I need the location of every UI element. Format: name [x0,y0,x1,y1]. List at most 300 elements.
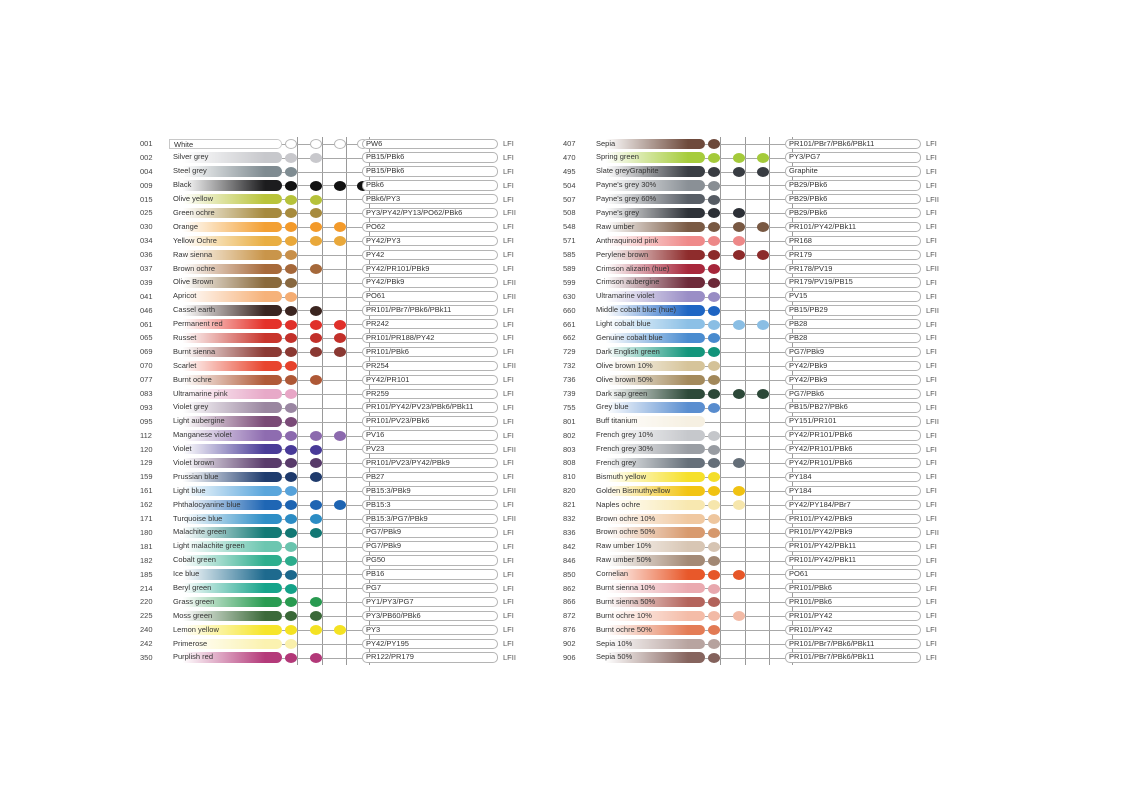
pigment-code: PR101/PBr7/PBk6/PBk11 [785,639,921,649]
color-swatch-bar [592,333,705,343]
color-swatch-bar [592,625,705,635]
color-swatch-bar [169,236,282,246]
color-swatch-bar [169,250,282,260]
color-name: Olive brown 50% [596,374,653,384]
color-number: 407 [563,139,576,148]
color-swatch-bar [169,264,282,274]
lightfastness-rating: LFI [503,264,514,274]
color-name: Dark sap green [596,388,648,398]
pigment-code: PB15/PB29 [785,305,921,315]
lightfastness-rating: LFI [503,389,514,399]
color-swatch-bar [592,527,705,537]
color-swatch-bar [592,347,705,357]
color-swatch-bar [592,319,705,329]
property-dot [285,250,297,260]
lightfastness-rating: LFI [926,333,937,343]
property-dot [733,236,745,246]
color-swatch-bar [169,639,282,649]
color-name: Slate greyGraphite [596,166,659,176]
property-dot [708,389,720,399]
pigment-code: PB15:3/PBk9 [362,486,498,496]
color-swatch-bar [592,597,705,607]
color-swatch-bar [592,277,705,287]
lightfastness-rating: LFII [503,652,516,662]
property-dot [733,389,745,399]
color-name: Yellow Ochre [173,235,217,245]
color-number: 162 [140,500,153,510]
property-dot [708,195,720,205]
pigment-code: PB15:3/PG7/PBk9 [362,514,498,524]
color-swatch-bar [169,305,282,315]
pigment-code: PY42/PBk9 [362,277,498,287]
property-dot [708,236,720,246]
color-swatch-bar [592,555,705,565]
lightfastness-rating: LFI [503,139,514,148]
property-dot [285,306,297,316]
lightfastness-rating: LFI [926,347,937,357]
pigment-code: PR122/PR179 [362,652,498,662]
lightfastness-rating: LFI [926,402,937,412]
color-number: 662 [563,333,576,343]
property-dot [310,472,322,482]
color-swatch-bar [592,416,705,426]
lightfastness-rating: LFI [503,333,514,343]
lightfastness-rating: LFI [503,222,514,232]
pigment-code: PB15/PB27/PBk6 [785,402,921,412]
color-number: 240 [140,625,153,635]
property-dot [285,320,297,330]
color-swatch-bar [592,222,705,232]
pigment-code: PO61 [785,569,921,579]
property-dot [285,611,297,621]
lightfastness-rating: LFI [503,500,514,510]
pigment-code: Graphite [785,166,921,176]
color-name: Sepia 50% [596,652,633,662]
color-name: Payne's grey 60% [596,194,657,204]
property-dot [310,500,322,510]
color-name: Lemon yellow [173,624,219,634]
color-swatch-bar [592,389,705,399]
pigment-code: PBk6/PY3 [362,194,498,204]
guide-line [720,137,721,665]
property-dot [708,264,720,274]
lightfastness-rating: LFII [926,527,939,537]
guide-line [297,137,298,665]
color-number: 872 [563,611,576,621]
lightfastness-rating: LFI [503,180,514,190]
pigment-code: PO62 [362,222,498,232]
property-dot [285,625,297,635]
guide-line [745,137,746,665]
pigment-code: PR101/PY42 [785,611,921,621]
color-swatch-bar [169,652,282,662]
property-dot [285,347,297,357]
color-name: Brown ochre [173,263,216,273]
pigment-code: PB15/PBk6 [362,152,498,162]
color-swatch-bar [592,139,705,149]
lightfastness-rating: LFI [926,222,937,232]
color-swatch-bar [169,194,282,204]
property-dot [285,500,297,510]
lightfastness-rating: LFI [503,375,514,385]
property-dot [733,570,745,580]
pigment-code: PY3/PG7 [785,152,921,162]
color-name: Sepia [596,138,616,148]
color-number: 589 [563,264,576,274]
pigment-code: PY184 [785,486,921,496]
property-dot [708,250,720,260]
lightfastness-rating: LFI [926,597,937,607]
property-dot [285,445,297,455]
lightfastness-rating: LFI [926,500,937,510]
color-name: Violet [173,444,192,454]
property-dot [708,208,720,218]
property-dot [285,528,297,538]
color-swatch-bar [169,583,282,593]
pigment-code: PR101/PBr7/PBk6/PBk11 [362,305,498,315]
pigment-code: PY42/PR101/PBk6 [785,430,921,440]
pigment-code: PG7/PBk9 [785,347,921,357]
color-number: 630 [563,291,576,301]
property-dot [708,542,720,552]
property-dot [285,153,297,163]
color-number: 070 [140,361,153,371]
color-name: Naples ochre [596,499,641,509]
color-name: Burnt ochre 50% [596,624,652,634]
property-dot [708,167,720,177]
property-dot [733,167,745,177]
property-dot [708,292,720,302]
lightfastness-rating: LFII [926,194,939,204]
color-number: 810 [563,472,576,482]
lightfastness-rating: LFI [926,389,937,399]
color-swatch-bar [169,569,282,579]
color-swatch-bar [169,514,282,524]
color-number: 180 [140,527,153,537]
lightfastness-rating: LFI [503,402,514,412]
color-number: 906 [563,652,576,662]
pigment-code: PR101/PBk6 [785,583,921,593]
lightfastness-rating: LFI [926,444,937,454]
pigment-code: PR101/PY42/PBk11 [785,541,921,551]
property-dot [708,445,720,455]
color-number: 820 [563,486,576,496]
property-dot [733,486,745,496]
pigment-code: PR259 [362,389,498,399]
color-name: Ice blue [173,569,200,579]
color-number: 120 [140,444,153,454]
color-name: Light malachite green [173,541,245,551]
color-swatch-bar [169,347,282,357]
property-dot [708,375,720,385]
color-number: 034 [140,236,153,246]
color-number: 836 [563,527,576,537]
property-dot [757,389,769,399]
pigment-code: PR101/PV23/PY42/PBk9 [362,458,498,468]
property-dot [310,306,322,316]
lightfastness-rating: LFI [926,611,937,621]
color-name: Turquoise blue [173,513,223,523]
lightfastness-rating: LFI [926,625,937,635]
pigment-code: PB28 [785,333,921,343]
color-name: Orange [173,221,199,231]
connector-line [705,422,785,423]
color-number: 039 [140,277,153,287]
color-number: 077 [140,375,153,385]
property-dot [285,222,297,232]
color-swatch-bar [592,180,705,190]
property-dot [708,347,720,357]
property-dot [285,639,297,649]
color-swatch-bar [169,333,282,343]
color-name: Golden Bismuthyellow [596,485,671,495]
color-number: 182 [140,555,153,565]
property-dot [708,333,720,343]
property-dot [285,458,297,468]
color-swatch-bar [169,375,282,385]
color-swatch-bar [592,152,705,162]
property-dot [285,236,297,246]
color-name: Light cobalt blue [596,319,651,329]
property-dot [310,347,322,357]
color-number: 350 [140,652,153,662]
lightfastness-rating: LFII [926,305,939,315]
color-number: 902 [563,639,576,649]
property-dot [310,333,322,343]
property-dot [285,195,297,205]
color-number: 041 [140,291,153,301]
color-number: 862 [563,583,576,593]
lightfastness-rating: LFI [926,361,937,371]
property-dot [757,153,769,163]
color-name: French grey 10% [596,430,654,440]
color-name: Buff titanium [596,416,638,426]
lightfastness-rating: LFI [503,639,514,649]
color-name: Olive yellow [173,194,214,204]
pigment-code: PW6 [362,139,498,149]
color-swatch-bar [169,555,282,565]
property-dot [733,250,745,260]
color-swatch-bar [592,430,705,440]
property-dot [733,153,745,163]
lightfastness-rating: LFI [503,611,514,621]
pigment-code: PY42/PY184/PBr7 [785,500,921,510]
color-name: Malachite green [173,527,227,537]
property-dot [334,431,346,441]
lightfastness-rating: LFI [503,347,514,357]
pigment-code: PB16 [362,569,498,579]
lightfastness-rating: LFI [926,652,937,662]
color-name: Light blue [173,485,206,495]
color-name: Payne's grey [596,207,640,217]
pigment-code: PR254 [362,361,498,371]
color-name: Scarlet [173,360,197,370]
property-dot [733,320,745,330]
color-swatch-bar [169,611,282,621]
color-name: Spring green [596,152,639,162]
lightfastness-rating: LFI [926,486,937,496]
property-dot [708,139,720,149]
lightfastness-rating: LFI [926,208,937,218]
color-number: 585 [563,250,576,260]
color-number: 495 [563,166,576,176]
color-swatch-bar [592,361,705,371]
color-swatch-bar [592,639,705,649]
color-swatch-bar [592,194,705,204]
color-name: Manganese violet [173,430,232,440]
pigment-code: PR101/PBk6 [362,347,498,357]
color-number: 876 [563,625,576,635]
property-dot [334,347,346,357]
pigment-code: PO61 [362,291,498,301]
property-dot [310,611,322,621]
property-dot [285,181,297,191]
color-name: Ultramarine violet [596,291,655,301]
property-dot [708,611,720,621]
color-name: Violet brown [173,457,215,467]
lightfastness-rating: LFI [503,305,514,315]
color-name: Genuine cobalt blue [596,332,663,342]
property-dot [285,361,297,371]
guide-line [322,137,323,665]
lightfastness-rating: LFI [926,569,937,579]
property-dot [708,528,720,538]
color-number: 037 [140,264,153,274]
color-swatch-bar [169,180,282,190]
property-dot [310,458,322,468]
color-number: 470 [563,152,576,162]
lightfastness-rating: LFII [503,514,516,524]
property-dot [708,472,720,482]
lightfastness-rating: LFI [926,514,937,524]
color-swatch-bar [592,264,705,274]
pigment-code: PY42/PR101/PBk6 [785,458,921,468]
color-number: 660 [563,305,576,315]
color-number: 599 [563,277,576,287]
color-number: 001 [140,139,153,148]
property-dot [733,208,745,218]
color-swatch-bar [169,361,282,371]
property-dot [285,278,297,288]
pigment-code: PR101/PY42 [785,625,921,635]
lightfastness-rating: LFI [926,139,937,148]
pigment-code: PG7/PBk9 [362,541,498,551]
color-number: 061 [140,319,153,329]
color-number: 821 [563,500,576,510]
pigment-code: PB29/PBk6 [785,194,921,204]
property-dot [757,250,769,260]
color-swatch-bar [169,291,282,301]
lightfastness-rating: LFII [503,444,516,454]
property-dot [285,431,297,441]
color-name: Green ochre [173,207,215,217]
pigment-code: PG7 [362,583,498,593]
color-name: Raw umber 10% [596,541,652,551]
color-swatch-bar [592,541,705,551]
color-number: 095 [140,416,153,426]
color-number: 002 [140,152,153,162]
lightfastness-rating: LFI [926,472,937,482]
lightfastness-rating: LFI [926,180,937,190]
pigment-code: PB27 [362,472,498,482]
color-name: Raw sienna [173,249,213,259]
guide-line [769,137,770,665]
lightfastness-rating: LFI [503,152,514,162]
color-swatch-bar [592,305,705,315]
color-swatch-bar [592,569,705,579]
lightfastness-rating: LFI [503,319,514,329]
color-number: 030 [140,222,153,232]
property-dot [733,500,745,510]
pigment-code: PR101/PV23/PBk6 [362,416,498,426]
property-dot [310,181,322,191]
lightfastness-rating: LFI [503,458,514,468]
pigment-code: PR101/PBr7/PBk6/PBk11 [785,139,921,149]
lightfastness-rating: LFI [926,250,937,260]
color-number: 803 [563,444,576,454]
color-name: Primerose [173,638,208,648]
property-dot [708,431,720,441]
lightfastness-rating: LFI [926,375,937,385]
color-number: 083 [140,389,153,399]
property-dot [733,458,745,468]
color-name: Middle cobalt blue (hue) [596,305,677,315]
color-name: Beryl green [173,583,212,592]
color-number: 159 [140,472,153,482]
color-swatch-bar [592,444,705,454]
color-name: White [174,139,194,149]
color-swatch-bar [592,375,705,385]
property-dot [708,153,720,163]
lightfastness-rating: LFII [503,486,516,496]
color-swatch-bar [169,208,282,218]
color-number: 508 [563,208,576,218]
color-name: Moss green [173,610,213,620]
property-dot [708,361,720,371]
lightfastness-rating: LFII [926,264,939,274]
color-swatch-bar [169,402,282,412]
color-swatch-bar [169,389,282,399]
color-number: 181 [140,541,153,551]
property-dot [708,556,720,566]
property-dot [285,389,297,399]
color-name: Anthraquinoid pink [596,235,659,245]
lightfastness-rating: LFI [503,472,514,482]
color-number: 808 [563,458,576,468]
color-name: Grey blue [596,402,629,412]
pigment-code: PY42/PR101 [362,375,498,385]
lightfastness-rating: LFI [926,541,937,551]
lightfastness-rating: LFII [503,208,516,218]
pigment-code: PR179/PV19/PB15 [785,277,921,287]
color-number: 866 [563,597,576,607]
lightfastness-rating: LFI [503,541,514,551]
pigment-code: PR101/PBr7/PBk6/PBk11 [785,652,921,662]
pigment-code: PV16 [362,430,498,440]
lightfastness-rating: LFII [503,291,516,301]
color-name: Black [173,180,192,190]
color-number: 739 [563,389,576,399]
color-number: 185 [140,569,153,579]
color-number: 571 [563,236,576,246]
color-number: 004 [140,166,153,176]
color-swatch-bar [169,472,282,482]
color-name: Crimson alizarin (hue) [596,263,670,273]
color-swatch-bar [169,166,282,176]
pigment-code: PY42/PBk9 [785,375,921,385]
property-dot [757,320,769,330]
property-dot [310,320,322,330]
